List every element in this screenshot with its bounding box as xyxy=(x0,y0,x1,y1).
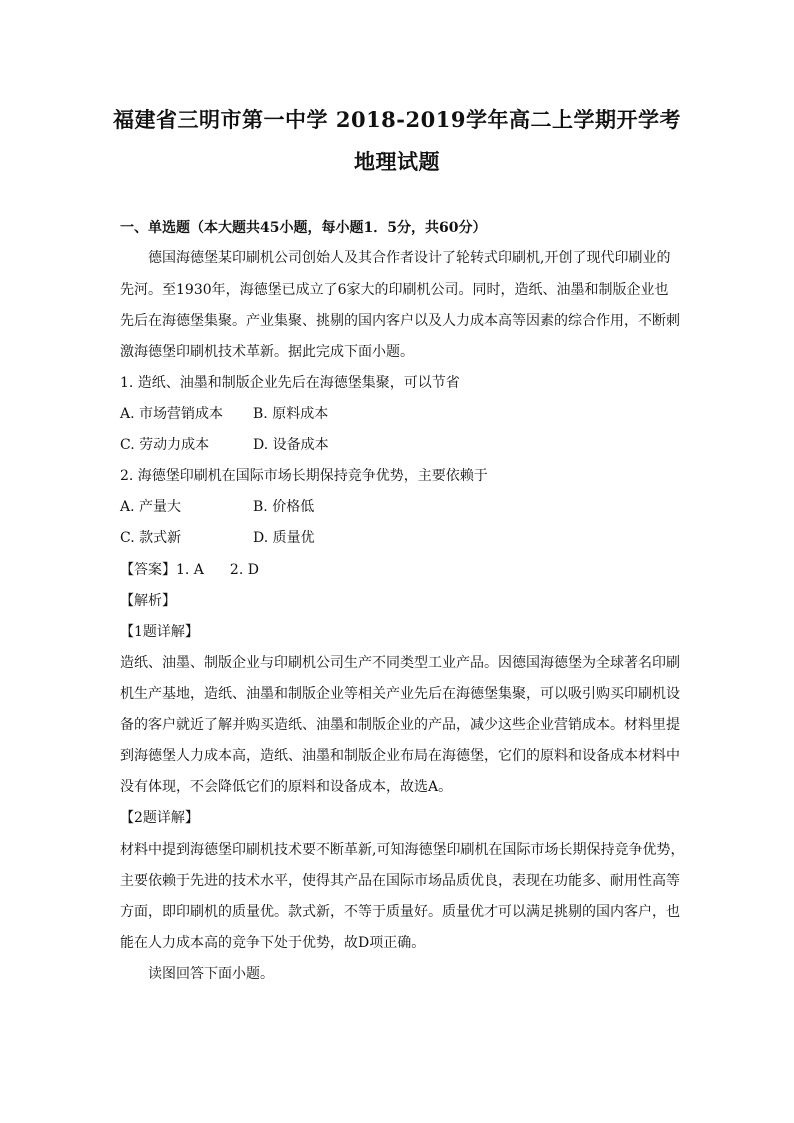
question-1-option-b: B. 原料成本 xyxy=(253,406,329,422)
detail-1-line: 备的客户就近了解并购买造纸、油墨和制版企业的产品，减少这些企业营销成本。材料里提 xyxy=(120,717,680,733)
detail-2-label: 【2题详解】 xyxy=(120,810,199,826)
analysis-label: 【解析】 xyxy=(120,593,176,609)
answer-item: 2. D xyxy=(229,562,259,578)
question-1-option-c: C. 劳动力成本 xyxy=(120,437,210,453)
detail-2-line: 方面，即印刷机的质量优。款式新，不等于质量好。质量优才可以满足挑剔的国内客户，也 xyxy=(120,904,680,920)
passage-line: 先河。至1930年，海德堡已成立了6家大的印刷机公司。同时，造纸、油墨和制版企业也 xyxy=(120,282,669,298)
question-2-option-d: D. 质量优 xyxy=(253,530,315,546)
question-1-option-a: A. 市场营销成本 xyxy=(120,406,224,422)
question-2-option-b: B. 价格低 xyxy=(253,499,315,515)
detail-2-line: 材料中提到海德堡印刷机技术要不断革新,可知海德堡印刷机在国际市场长期保持竞争优势， xyxy=(120,842,685,858)
section-heading: 一、单选题（本大题共45小题，每小题1．5分，共60分） xyxy=(120,220,487,236)
passage-line: 先后在海德堡集聚。产业集聚、挑剔的国内客户以及人力成本高等因素的综合作用，不断刺 xyxy=(120,313,680,329)
question-1-option-d: D. 设备成本 xyxy=(253,437,329,453)
detail-2-line: 能在人力成本高的竞争下处于优势，故D项正确。 xyxy=(120,935,426,951)
passage-line: 德国海德堡某印刷机公司创始人及其合作者设计了轮转式印刷机,开创了现代印刷业的 xyxy=(148,250,671,266)
answer-item: 1. A xyxy=(176,562,204,578)
passage-line: 激海德堡印刷机技术革新。据此完成下面小题。 xyxy=(120,344,414,360)
answer-label: 【答案】 xyxy=(120,562,176,578)
answer-line xyxy=(120,560,680,580)
question-2-option-a: A. 产量大 xyxy=(120,499,182,515)
detail-1-line: 到海德堡人力成本高，造纸、油墨和制版企业布局在海德堡，它们的原料和设备成本材料中 xyxy=(120,748,680,764)
detail-1-line: 造纸、油墨、制版企业与印刷机公司生产不同类型工业产品。因德国海德堡为全球著名印刷 xyxy=(120,655,680,671)
detail-2-line: 主要依赖于先进的技术水平，使得其产品在国际市场品质优良，表现在功能多、耐用性高等 xyxy=(120,873,680,889)
document-title-line1: 福建省三明市第一中学 2018-2019学年高二上学期开学考 xyxy=(113,107,681,132)
footer-prompt: 读图回答下面小题。 xyxy=(148,966,274,982)
detail-1-line: 没有体现，不会降低它们的原料和设备成本，故选A。 xyxy=(120,779,453,795)
detail-1-line: 机生产基地，造纸、油墨和制版企业等相关产业先后在海德堡集聚，可以吸引购买印刷机设 xyxy=(120,686,680,702)
question-2-stem: 2. 海德堡印刷机在国际市场长期保持竞争优势，主要依赖于 xyxy=(120,468,488,484)
question-2-option-c: C. 款式新 xyxy=(120,530,182,546)
question-1-stem: 1. 造纸、油墨和制版企业先后在海德堡集聚，可以节省 xyxy=(120,375,460,391)
document-title-line2: 地理试题 xyxy=(354,149,440,174)
detail-1-label: 【1题详解】 xyxy=(120,624,199,640)
